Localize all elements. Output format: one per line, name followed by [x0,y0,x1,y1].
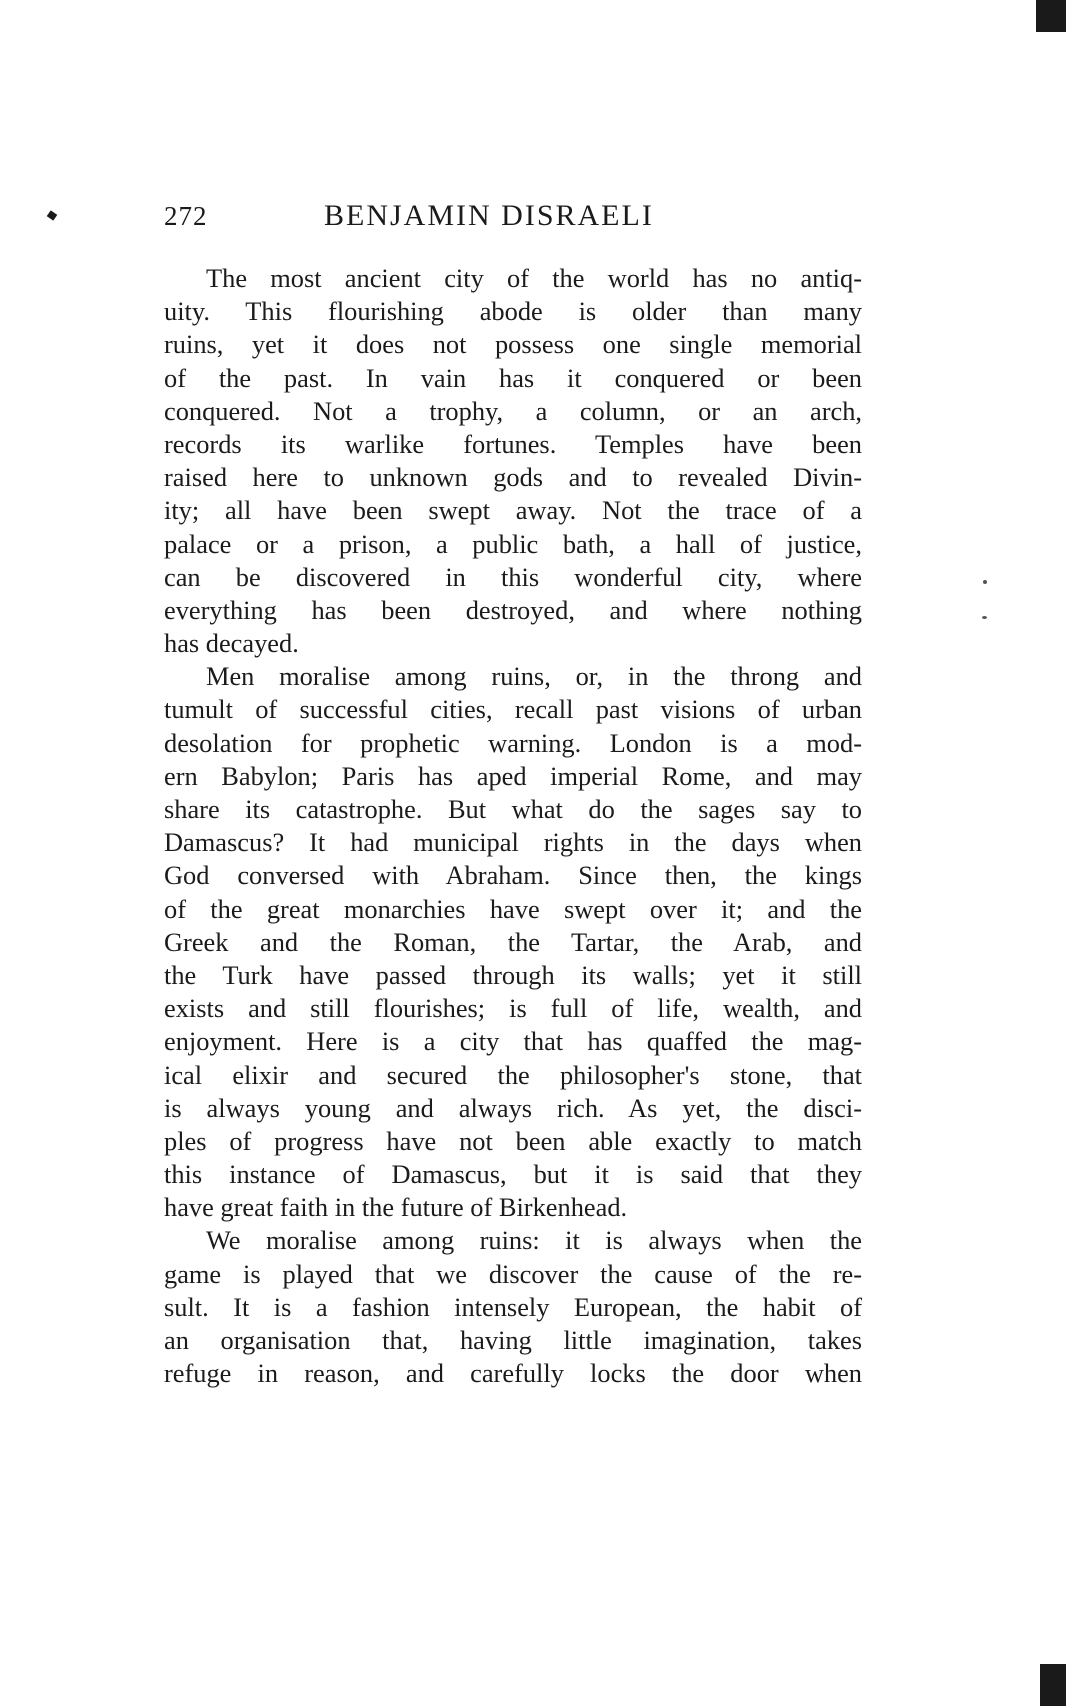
body-text [164,262,862,1390]
text-line: share its catastrophe. But what do the sages say to [164,794,862,824]
text-line: of the great monarchies have swept over it; and the [164,893,862,924]
running-title: BENJAMIN DISRAELI [324,199,654,232]
text-line: Damascus? It had municipal rights in the days when [164,827,862,858]
text-line: this instance of Damascus, but it is said that they [164,1159,862,1190]
text-line: We moralise among ruins: it is always when the [206,1225,862,1256]
paragraph [164,1224,862,1390]
page-number: 272 [164,201,208,231]
paragraph [164,262,862,660]
text-line: have great faith in the future of Birkenhead. [164,1192,628,1223]
text-line: tumult of successful cities, recall past visions of urban [164,694,862,725]
text-line: ical elixir and secured the philosopher's stone, that [164,1059,862,1090]
text-line: ruins, yet it does not possess one single memorial [164,329,862,360]
text-line: the Turk have passed through its walls; yet it still [164,959,862,990]
text-line: an organisation that, having little imagination, takes [164,1325,862,1355]
text-line: records its warlike fortunes. Temples have been [164,428,862,459]
text-line: ity; all have been swept away. Not the trace of a [164,495,862,526]
text-line: is always young and always rich. As yet, the disci- [164,1092,862,1123]
text-line: palace or a prison, a public bath, a hall of justice, [164,528,862,559]
text-line: God conversed with Abraham. Since then, the kings [164,860,862,891]
text-line: everything has been destroyed, and where nothing [164,594,862,625]
text-line: sult. It is a fashion intensely European, the habit of [164,1291,862,1322]
text-line: Men moralise among ruins, or, in the throng and [206,661,862,692]
text-line: exists and still flourishes; is full of life, wealth, and [164,993,862,1024]
scan-mark-bottom-right [1040,1664,1066,1706]
text-line: enjoyment. Here is a city that has quaffed the mag- [164,1026,862,1057]
text-line: ern Babylon; Paris has aped imperial Rome, and may [164,760,862,791]
text-line: conquered. Not a trophy, a column, or an arch, [164,395,862,426]
running-head [164,196,864,236]
text-line: Greek and the Roman, the Tartar, the Arab, and [164,926,862,957]
scan-mark-left [47,210,58,220]
text-line: raised here to unknown gods and to revealed Divin- [164,462,862,493]
text-line: uity. This flourishing abode is older than many [164,296,862,327]
text-line: game is played that we discover the cause of the re- [164,1258,862,1289]
text-line: desolation for prophetic warning. London is a mod- [164,727,862,758]
text-line: has decayed. [164,628,299,659]
text-line: ples of progress have not been able exactly to match [164,1125,862,1156]
scan-mark-top-right [1036,0,1066,32]
paragraph [164,660,862,1224]
scan-speck [983,580,987,584]
text-line: refuge in reason, and carefully locks the door when [164,1358,862,1389]
text-line: can be discovered in this wonderful city, where [164,561,862,592]
scan-speck [982,616,987,619]
text-line: The most ancient city of the world has no antiq- [206,263,862,293]
text-line: of the past. In vain has it conquered or been [164,362,862,393]
